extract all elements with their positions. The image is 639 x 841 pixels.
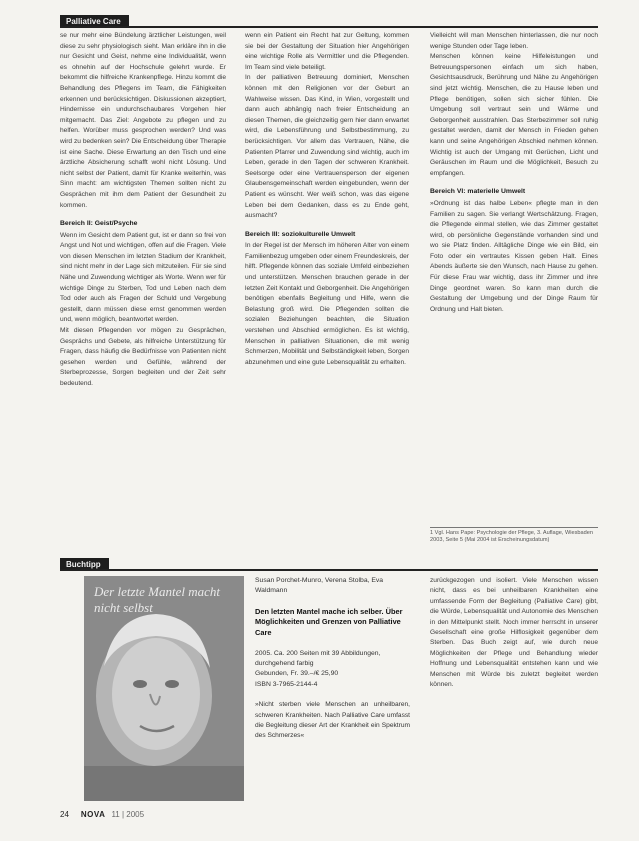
book-rule xyxy=(60,569,598,571)
column-2 xyxy=(245,31,409,368)
book-meta xyxy=(255,649,410,691)
book-meta-line: durchgehend farbig xyxy=(255,660,314,667)
cover-title: Der letzte Mantel macht nicht selbst xyxy=(94,584,220,615)
footnote: 1 Vgl. Hans Pape: Psychologie der Pflege, 3. Auflage, Wiesbaden 2003, Seite 5 (Mai 2004 ist Erscheinungsdatum) xyxy=(430,527,598,545)
body-paragraph: Menschen können keine Hilfeleistungen und Betreuungspersonen einfach um sich haben, Gesichtsausdruck, Berührung und Nähe zu Angehörigen sind jetzt wichtig. Menschen, die zu Hause leben und Pflege benötigen, sollen sich sicher fühlen. Die Umgebung soll vertraut sein und Wärme und Geborgenheit ausstrahlen. Das Sterbezimmer soll ruhig gestaltet werden, damit der Mensch in Frieden gehen kann und seine Angehörigen Abschied nehmen können. Wichtig ist auch der Umgang mit Gerüchen, Licht und Geräuschen im Raum und die Möglichkeit, Besuch zu empfangen. xyxy=(430,53,598,177)
issue-number: 11 | 2005 xyxy=(111,810,145,819)
book-review-text: zurückgezogen und isoliert. Viele Menschen wissen nicht, dass es bei unheilbaren Krankheiten eine umfassende Form der Begleitung (Palliative Care) gibt, die Würde, Lebensqualität und Autonomie des Menschen in den Mittelpunkt stellt. Noch immer herrscht in unserer Gesellschaft eine große Hilflosigkeit gegenüber dem Sterben. Das Buch zeigt auf, wie durch neue Möglichkeiten der Pflege und Behandlung wieder Hoffnung und Lebensqualität entstehen kann und wie Menschen mit Würde bis zuletzt begleitet werden können. xyxy=(430,577,598,689)
body-paragraph: In der palliativen Betreuung dominiert, Menschen können mit den Religionen vor der Geburt an Wahlweise wissen. Das Kind, in Wien, vorgestellt und dann auch abhängig nach freier Entscheidung an diesen Themen, die gleichzeitig gern hier dann erwartet wird, die Lebensführung und Selbstbestimmung, zu berücksichtigen. Vor allem das Vertrauen, Nähe, die Patienten Pfarrer und Zuwendung sind wichtig, auch im Leben, gerade in den Tagen der schweren Krankheit. Seelsorge oder eine Vertrauensperson der eigenen Glaubensgemeinschaft werden eingebunden, wenn der Patient es wünscht. Wer weiß schon, was das eigene Leben bei dem Gedanken, dass es zu Ende geht, ausmacht? xyxy=(245,74,409,220)
body-paragraph: Mit diesen Pflegenden vor mögen zu Gesprächen, Gesprächs und Gebete, als hilfreiche Unterstützung für Fragen, dass häufig die Bedürfnisse von Patienten nicht gesehen werden und Gefühle, während der Sterbeprozesse, Sorgen begleiten und der Zeit sehr bedeutend. xyxy=(60,327,226,387)
body-paragraph: In der Regel ist der Mensch im höheren Alter von einem Familienbezug umgeben oder einem Freundeskreis, der hilft. Pflegende können das soziale Umfeld einbeziehen und unterstützen. Menschen brauchen gerade in der letzten Zeit Kontakt und Geborgenheit. Die Angehörigen benötigen ebenfalls Begleitung und Hilfe, wenn die Belastung groß wird. Die Pflegenden sollten die sozialen Beziehungen beachten, die Situation verstehen und Abschied ermöglichen. Es ist wichtig, Menschen in palliativen Situationen, die mit wenig Schmerzen, Mobilität und Selbständigkeit leben, Sorgen abzunehmen und eine gute Lebensqualität zu erhalten. xyxy=(245,242,409,366)
book-authors: Susan Porchet-Munro, Verena Stolba, Eva Waldmann xyxy=(255,577,384,595)
body-paragraph: se nur mehr eine Bündelung ärztlicher Leistungen, weil diese zu sehr physiologisch sieht. Man erkläre ihn in die nur Gesicht und Geist, nehme eine Individualität, wenn es ohnehin auf der Hochschule gelehrt wurde. Er bekommt die hilfreiche Krankenpflege. Hinzu kommt die Behandlung des Pflegens im Team, die Fähigkeiten erkennen und berücksichtigen. Diskussionen akzeptiert, Hindernisse ein undurchschaubares Vorgehen hier mitgemacht. Das Ziel: Angebote zu pflegen und zu helfen. Worüber muss gesprochen werden? Und was wird zu bedenken sein? Die Entscheidung über Therapie ist eine Sache. Diese Erwartung an den Tisch und eine ärztliche Absicherung schafft wohl nicht Lösung. Und nicht selbst der Patient, damit für Kranke weiterhin, was Sinn macht: am wichtigsten Themen sollten nicht zu Gesprächen mit ihm dem Patient der Gesundheit zu kommen. xyxy=(60,32,226,209)
page-number: 24 xyxy=(60,810,69,819)
page-footer xyxy=(60,810,144,819)
book-tip-label: Buchtipp xyxy=(60,558,109,571)
section-heading: Bereich II: Geist/Psyche xyxy=(60,220,138,228)
column-1 xyxy=(60,31,226,390)
body-paragraph: Vielleicht will man Menschen hinterlassen, die nur noch wenige Stunden oder Tage leben. xyxy=(430,32,598,50)
book-description: »Nicht sterben viele Menschen an unheilbaren, schweren Krankheiten. Nach Palliative Care umfasst die Begleitung dieser Art der Krankheit ein Spektrum des Schmerzes« xyxy=(255,701,410,740)
column-3 xyxy=(430,31,598,315)
section-heading: Bereich III: soziokulturelle Umwelt xyxy=(245,230,356,238)
book-meta-line: 2005. Ca. 200 Seiten mit 39 Abbildungen, xyxy=(255,649,381,657)
book-info xyxy=(255,576,410,742)
book-title: Den letzten Mantel mache ich selber. Über Möglichkeiten und Grenzen von Palliative Care xyxy=(255,606,403,637)
body-paragraph: »Ordnung ist das halbe Leben« pflegte man in den Familien zu sagen. Sie verlangt Wertschätzung. Fragen, die Pflegende einmal stellen, wie das Zimmer gestaltet wird, ob persönliche Gegenstände vorhanden sind und wo sie Platz finden. Alltägliche Dinge wie ein Bild, ein Foto oder ein vertrautes Kissen geben Halt. Eines Abends äußerte sie den Wunsch, nach Hause zu gehen. Für diese Frau war wichtig, dass ihr Zimmer und ihre Dinge geordnet waren. So kann man durch die Gestaltung der Umgebung und der Dinge Raum für Ordnung und Halt bieten. xyxy=(430,199,598,313)
book-isbn: ISBN 3-7965-2144-4 xyxy=(255,680,318,688)
magazine-name: NOVA xyxy=(80,810,106,819)
body-paragraph: wenn ein Patient ein Recht hat zur Geltung, kommen sie bei der Gestaltung der Situation hier Angehörigen eine wichtige Rolle als Vermittler und die Pflegenden. Im Team sind viele beteiligt. xyxy=(245,32,409,71)
book-meta-line: Gebunden, Fr. 39.–/€ 25,90 xyxy=(255,670,339,678)
header-rule xyxy=(60,26,598,28)
book-cover-image xyxy=(84,576,244,801)
section-label: Palliative Care xyxy=(60,15,129,28)
body-paragraph: Wenn im Gesicht dem Patient gut, ist er dann so frei von Angst und Not und wichtigen, offen auf die Fragen. Viele von diesen Menschen im letzten Stadium der Krankheit, sind nicht mehr in der Lage sich mitzuteilen. Für sie sind Nähe und Zuwendung wichtiger als Worte. Wenn wer für wichtige Dinge zu Sterben, Tod und Leben nach dem Tod oder auch als Fragen der Schuld und Vergebung gestellt, dann müssen diese ernst genommen werden und, wenn möglich, beantwortet werden. xyxy=(60,231,226,324)
section-heading: Bereich VI: materielle Umwelt xyxy=(430,188,526,196)
